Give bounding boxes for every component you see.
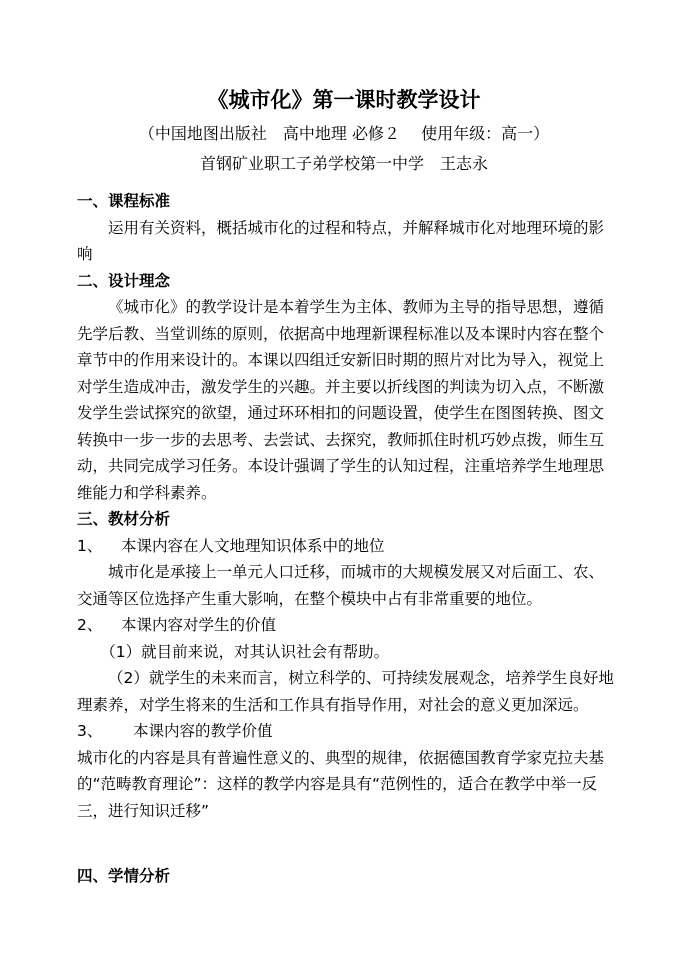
analysis-item-2 <box>77 612 617 639</box>
curriculum-standard-text: 运用有关资料，概括城市化的过程和特点，并解释城市化对地理环境的影响 <box>77 218 605 263</box>
design-concept-text: 《城市化》的教学设计是本着学生为主体、教师为主导的指导思想，遵循先学后教、当堂训练的原则，依据高中地理新课程标准以及本课时内容在整个章节中的作用来设计的。本课以四组迁安新旧时期的照片对比为导入，视觉上对学生造成冲击，激发学生的兴趣。并主要以折线图的判读为切入点，不断激发学生尝试探究的欲望，通过环环相扣的问题设置，使学生在图图转换、图文转换中一步一步的去思考、去尝试、去探究，教师抓住时机巧妙点拨，师生互动，共同完成学习任务。本设计强调了学生的认知过程，注重培养学生地理思维能力和学科素养。 <box>77 298 605 502</box>
document-title: 《城市化》第一课时教学设计 <box>207 88 481 112</box>
analysis-item-1-text: 城市化是承接上一单元人口迁移，而城市的大规模发展又对后面工、农、交通等区位选择产生重大影响，在整个模块中占有非常重要的地位。 <box>77 563 605 608</box>
analysis-item-3-title: 本课内容的教学价值 <box>133 722 273 740</box>
document-subtitle: （中国地图出版社 高中地理 必修２ 使用年级：高一） <box>138 124 550 143</box>
analysis-item-2-point-1: （1）就目前来说，对其认识社会有帮助。 <box>100 642 390 661</box>
blank-line <box>77 824 617 851</box>
section-heading-learner-analysis: 四、学情分析 <box>77 866 171 885</box>
document-body <box>77 188 617 889</box>
section-heading-textbook-analysis: 三、教材分析 <box>77 510 171 528</box>
analysis-item-2-number: 2、 <box>77 616 103 634</box>
analysis-item-1-title: 本课内容在人文地理知识体系中的地位 <box>121 536 385 555</box>
section-heading-design-concept: 二、设计理念 <box>77 271 171 290</box>
analysis-item-3-text: 城市化的内容是具有普遍性意义的、典型的规律，依据德国教育学家克拉夫基的“范畴教育理论”：这样的教学内容是具有“范例性的，适合在教学中举一反三，进行知识迁移” <box>77 748 605 820</box>
analysis-item-2-title: 本课内容对学生的价值 <box>121 616 277 634</box>
analysis-item-2-point-2: （2）就学生的未来而言，树立科学的、可持续发展观念，培养学生良好地理素养，对学生将来的生活和工作具有指导作用，对社会的意义更加深远。 <box>77 669 614 714</box>
analysis-item-3 <box>77 718 617 745</box>
document-author: 首钢矿业职工子弟学校第一中学 王志永 <box>199 154 488 173</box>
analysis-item-1 <box>77 533 617 560</box>
analysis-item-1-number: 1、 <box>77 536 103 555</box>
section-heading-curriculum-standard: 一、课程标准 <box>77 192 171 210</box>
analysis-item-3-number: 3、 <box>77 722 103 740</box>
